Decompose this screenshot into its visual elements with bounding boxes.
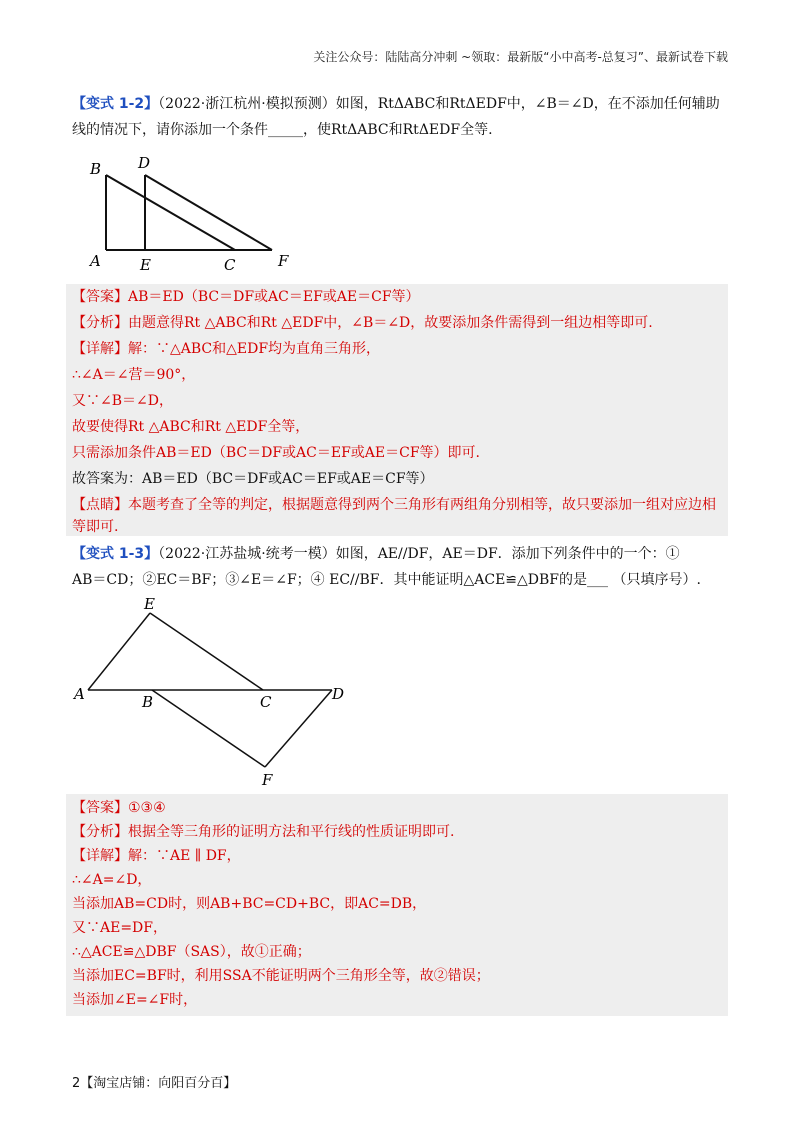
detail-row-5: ∴△ACE≌△DBF（SAS），故①正确； [72, 944, 311, 960]
answer-tag: 【答案】 [72, 800, 128, 816]
detail-row-1 [72, 339, 380, 359]
fig2-label-D: D [332, 685, 345, 703]
question-1-3-tag: 【变式 1-3】 [72, 546, 159, 562]
question-1-2-tag: 【变式 1-2】 [72, 96, 159, 112]
analysis-tag: 【分析】 [72, 824, 128, 840]
detail-row-2: ∴∠A＝∠营＝90°， [72, 367, 196, 383]
answer-text: AB＝ED（BC＝DF或AC＝EF或AE＝CF等） [128, 289, 420, 305]
answer-tag: 【答案】 [72, 289, 128, 305]
detail-text-1: 解：∵△ABC和△EDF均为直角三角形， [128, 341, 381, 357]
fig1-label-A: A [90, 252, 101, 270]
detail-tag: 【详解】 [72, 341, 128, 357]
fig2-label-A: A [74, 685, 85, 703]
figure-parallel-triangles [70, 595, 360, 790]
detail-row-5: 只需添加条件AB＝ED（BC＝DF或AC＝EF或AE＝CF等）即可. [72, 445, 481, 461]
comment-row-1 [72, 495, 716, 515]
page-header: 关注公众号：陆陆高分冲刺 ~领取：最新版“小中高考-总复习”、最新试卷下载 [313, 50, 728, 64]
answer-text: ①③④ [128, 800, 166, 816]
detail-row-1 [72, 846, 241, 866]
fig1-label-D: D [138, 154, 151, 172]
detail-row-4: 故要使得Rt △ABC和Rt △EDF全等， [72, 419, 310, 435]
detail-text-1: 解：∵AE ∥ DF， [128, 848, 241, 864]
comment-row-2: 等即可. [72, 519, 119, 535]
analysis-text: 由题意得Rt △ABC和Rt △EDF中，∠B＝∠D，故要添加条件需得到一组边相等即可. [128, 315, 653, 331]
analysis-row [72, 313, 653, 333]
answer-row [72, 798, 166, 818]
comment-text-1: 本题考查了全等的判定，根据题意得到两个三角形有两组角分别相等，故只要添加一组对应边相 [128, 497, 716, 513]
analysis-row [72, 822, 454, 842]
question-1-2-text1: （2022·浙江杭州·模拟预测）如图，RtΔABC和RtΔEDF中，∠B＝∠D，在不添加任何辅助 [158, 96, 720, 112]
detail-tag: 【详解】 [72, 848, 128, 864]
fig2-label-E: E [144, 595, 155, 613]
detail-row-6: 当添加EC=BF时，利用SSA不能证明两个三角形全等，故②错误； [72, 968, 490, 984]
fig2-label-C: C [260, 693, 272, 711]
fig2-label-F: F [262, 771, 273, 789]
fig1-label-C: C [224, 256, 236, 274]
detail-row-7: 当添加∠E=∠F时， [72, 992, 198, 1008]
analysis-tag: 【分析】 [72, 315, 128, 331]
detail-row-2: ∴∠A=∠D， [72, 872, 152, 888]
question-1-2-line1 [72, 94, 720, 114]
figure-right-triangles [80, 150, 310, 275]
detail-row-4: 又∵AE=DF， [72, 920, 167, 936]
detail-row-3: 当添加AB=CD时，则AB+BC=CD+BC，即AC=DB， [72, 896, 427, 912]
fig1-label-F: F [278, 252, 289, 270]
comment-tag: 【点睛】 [72, 497, 128, 513]
page-footer: 2【淘宝店铺：向阳百分百】 [72, 1076, 237, 1091]
question-1-3-text1: （2022·江苏盐城·统考一模）如图，AE//DF，AE＝DF．添加下列条件中的一个：① [158, 546, 680, 562]
detail-row-6: 故答案为：AB＝ED（BC＝DF或AC＝EF或AE＝CF等） [72, 471, 434, 487]
fig1-label-B: B [90, 160, 102, 178]
question-1-3-line2: AB＝CD；②EC＝BF；③∠E＝∠F；④ EC//BF．其中能证明△ACE≌△DBF的是___ （只填序号）. [72, 572, 701, 588]
answer-row [72, 287, 420, 307]
question-1-3-line1 [72, 544, 680, 564]
question-1-2-line2: 线的情况下，请你添加一个条件_____，使RtΔABC和RtΔEDF全等. [72, 122, 493, 138]
analysis-text: 根据全等三角形的证明方法和平行线的性质证明即可. [128, 824, 455, 840]
answer-box-1-2 [66, 284, 728, 536]
fig1-label-E: E [140, 256, 151, 274]
detail-row-3: 又∵∠B＝∠D， [72, 393, 173, 409]
answer-box-1-3 [66, 794, 728, 1016]
fig2-label-B: B [142, 693, 154, 711]
